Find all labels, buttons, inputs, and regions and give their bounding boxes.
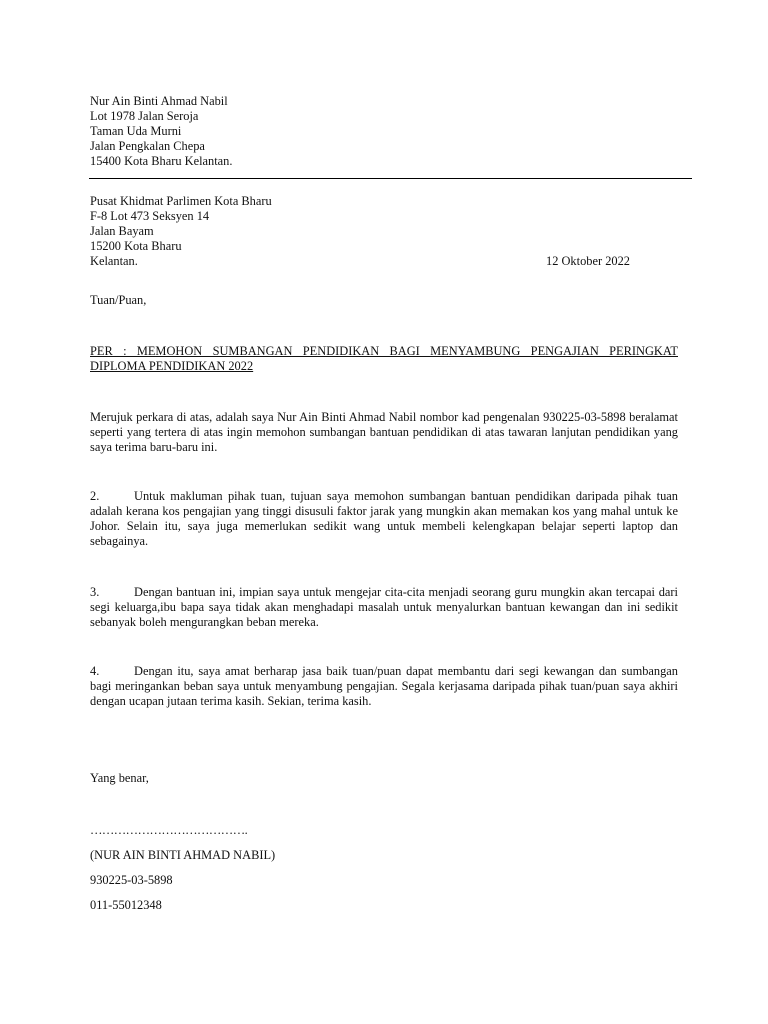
paragraph-1 — [90, 410, 678, 455]
recipient-name: Pusat Khidmat Parlimen Kota Bharu — [90, 194, 272, 208]
paragraph-text: Merujuk perkara di atas, adalah saya Nur Ain Binti Ahmad Nabil nombor kad pengenalan 930225-03-5898 beralamat seperti yang tertera di atas ingin memohon sumbangan bantuan pendidikan di atas tawaran lanjutan pendidikan yang saya terima baru-baru ini. — [90, 410, 678, 454]
recipient-address-line: Kelantan. — [90, 254, 138, 268]
recipient-address-line: 15200 Kota Bharu — [90, 239, 182, 253]
sender-address — [90, 94, 232, 169]
sender-name: Nur Ain Binti Ahmad Nabil — [90, 94, 228, 108]
recipient-address — [90, 194, 272, 269]
paragraph-text: Dengan itu, saya amat berharap jasa baik tuan/puan dapat membantu dari segi kewangan dan sumbangan bagi meringankan beban saya untuk menyambung pengajian. Segala kerjasama daripada pihak tuan/puan saya akhiri dengan ucapan jutaan terima kasih. Sekian, terima kasih. — [90, 664, 678, 708]
signatory-ic: 930225-03-5898 — [90, 873, 173, 887]
subject-line: PER : MEMOHON SUMBANGAN PENDIDIKAN BAGI MENYAMBUNG PENGAJIAN PERINGKAT DIPLOMA PENDIDIKAN 2022 — [90, 344, 678, 373]
recipient-address-line: F-8 Lot 473 Seksyen 14 — [90, 209, 210, 223]
sender-address-line: 15400 Kota Bharu Kelantan. — [90, 154, 233, 168]
signatory-name: (NUR AIN BINTI AHMAD NABIL) — [90, 848, 276, 862]
paragraph-4 — [90, 664, 678, 709]
signature-line: …………………………………. — [90, 823, 248, 837]
paragraph-text: Dengan bantuan ini, impian saya untuk mengejar cita-cita menjadi seorang guru mungkin akan tercapai dari segi keluarga,ibu bapa saya tidak akan menghadapi masalah untuk menyalurkan bantuan kewangan dan ini sedikit sebanyak boleh mengurangkan beban mereka. — [90, 585, 678, 629]
header-divider — [89, 178, 692, 179]
letter-date: 12 Oktober 2022 — [546, 254, 630, 268]
recipient-address-line: Jalan Bayam — [90, 224, 154, 238]
paragraph-2 — [90, 489, 678, 549]
sender-address-line: Taman Uda Murni — [90, 124, 182, 138]
paragraph-text: Untuk makluman pihak tuan, tujuan saya memohon sumbangan bantuan pendidikan daripada pihak tuan adalah kerana kos pengajian yang tinggi disusuli faktor jarak yang mungkin akan memakan kos yang mahal untuk ke Johor. Selain itu, saya juga memerlukan sedikit wang untuk membeli kelengkapan belajar seperti laptop dan sebagainya. — [90, 489, 678, 548]
paragraph-3 — [90, 585, 678, 630]
paragraph-number: 4. — [90, 664, 100, 678]
closing: Yang benar, — [90, 771, 149, 785]
paragraph-number: 2. — [90, 489, 100, 503]
sender-address-line: Lot 1978 Jalan Seroja — [90, 109, 199, 123]
salutation: Tuan/Puan, — [90, 293, 147, 307]
signatory-phone: 011-55012348 — [90, 898, 162, 912]
paragraph-number: 3. — [90, 585, 100, 599]
sender-address-line: Jalan Pengkalan Chepa — [90, 139, 205, 153]
